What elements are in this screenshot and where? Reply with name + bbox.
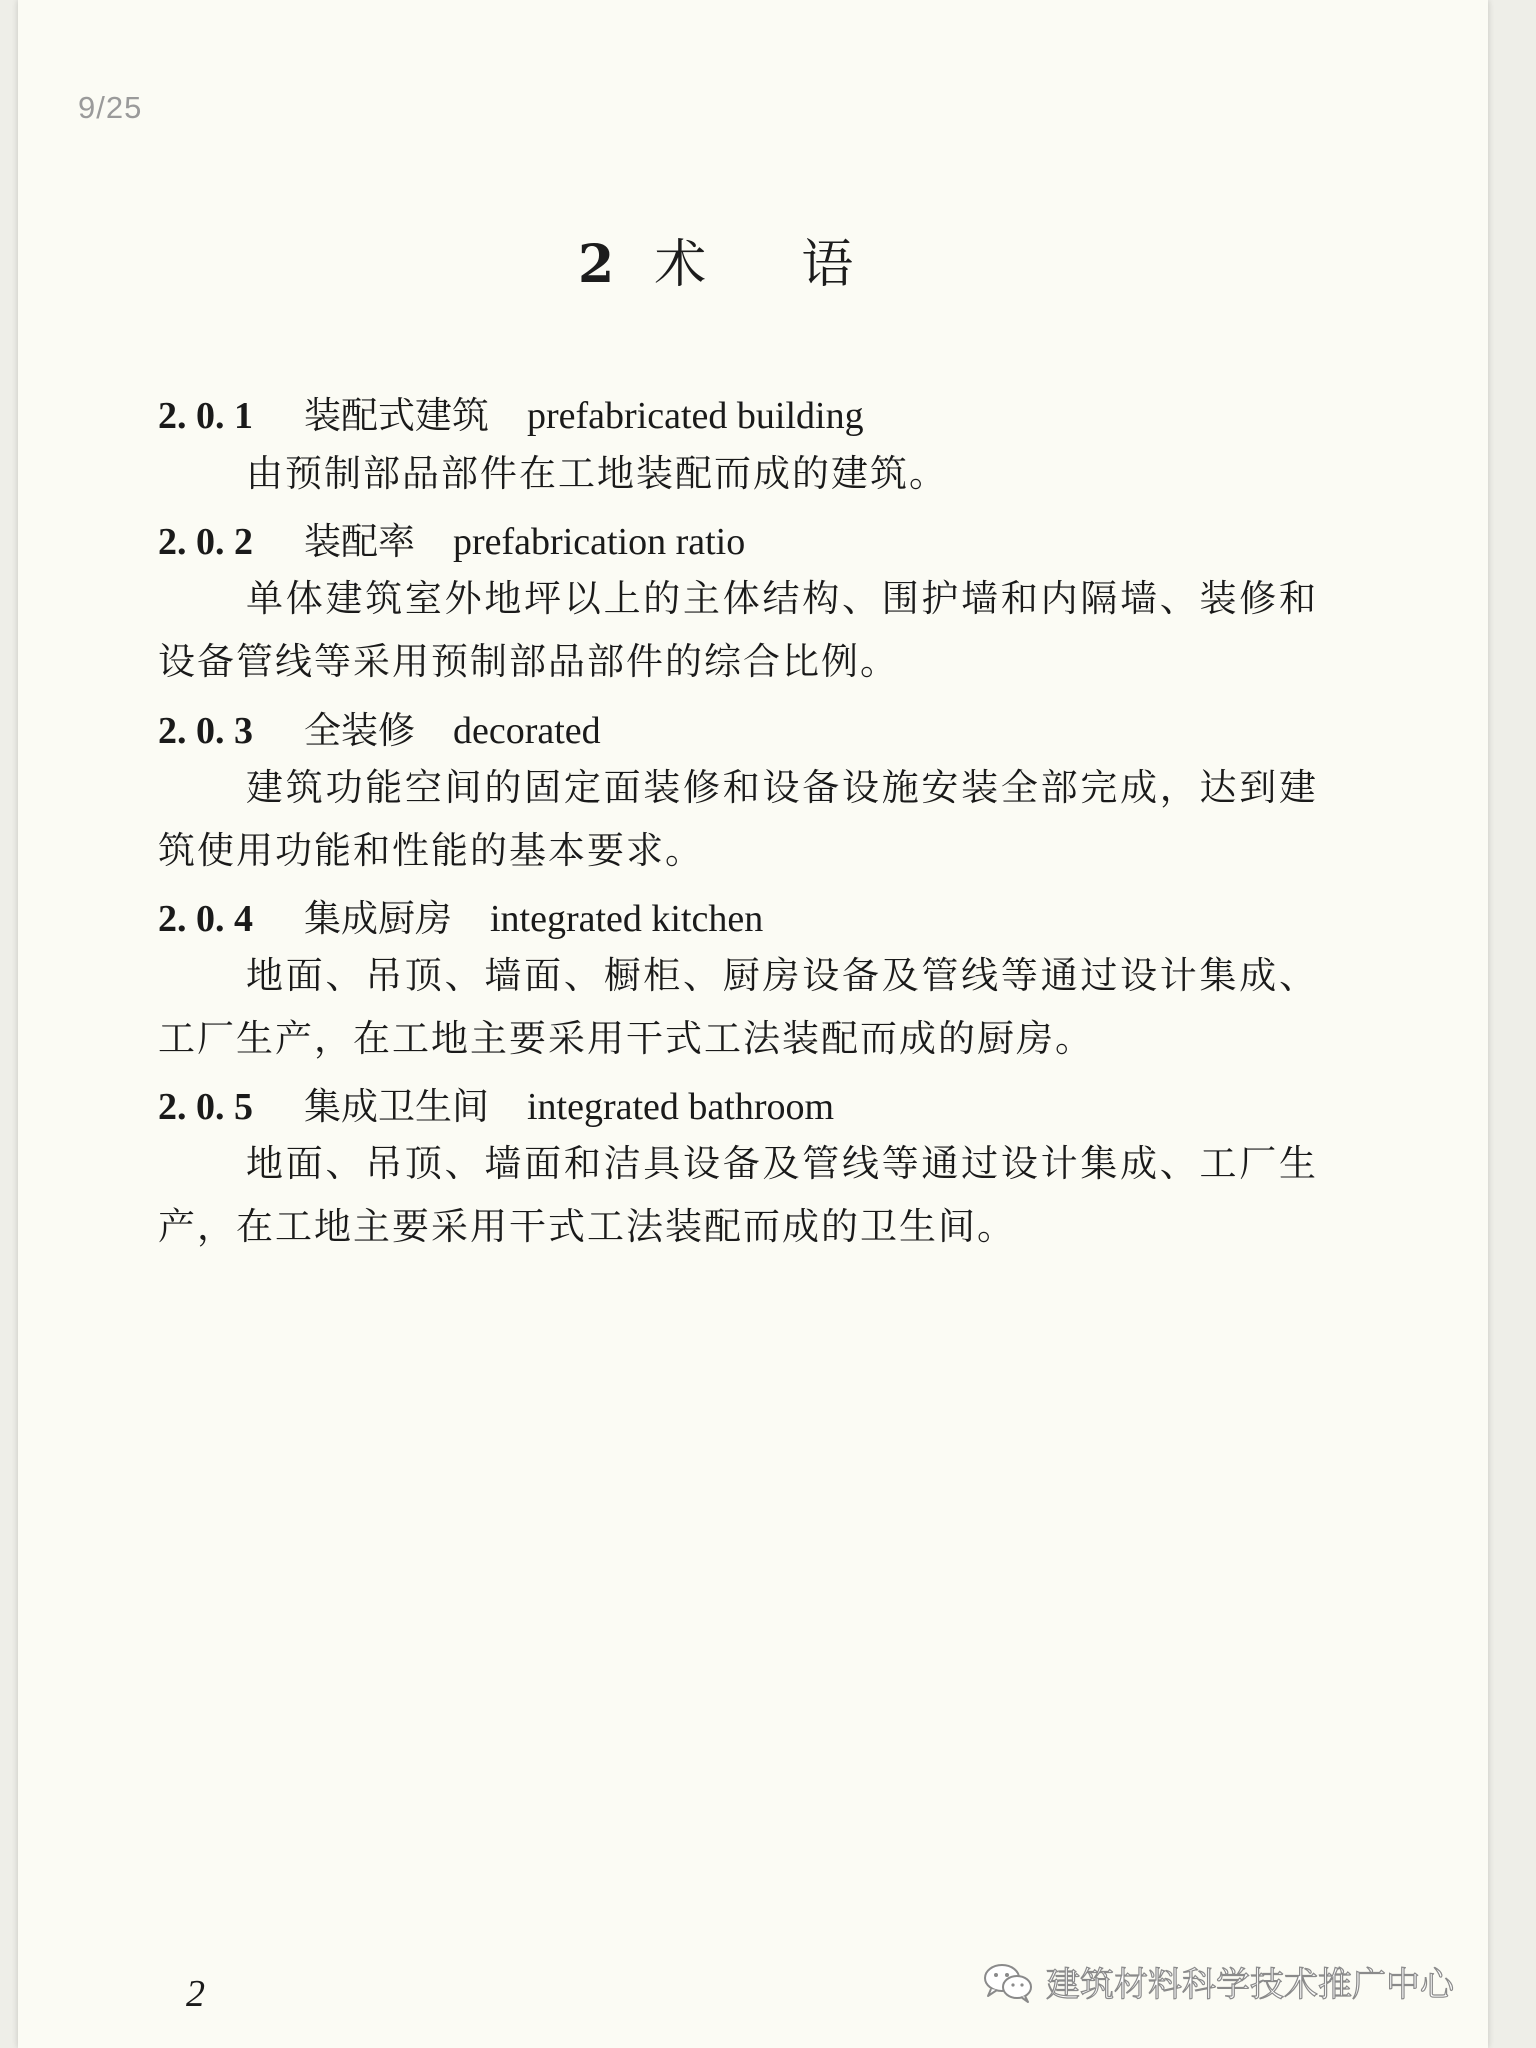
wechat-icon (980, 1959, 1038, 2005)
term-definition: 地面、吊顶、墙面和洁具设备及管线等通过设计集成、工厂生产，在工地主要采用干式工法装配而成的卫生间。 (158, 1142, 1318, 1248)
term-heading (158, 1076, 834, 1132)
chapter-title-char-1: 术 (654, 235, 707, 295)
term-english: integrated bathroom (527, 1086, 835, 1128)
term-number: 2. 0. 3 (158, 710, 253, 752)
term-heading (158, 700, 601, 756)
term-definition: 单体建筑室外地坪以上的主体结构、围护墙和内隔墙、装修和设备管线等采用预制部品部件的综合比例。 (158, 577, 1318, 683)
term-english: integrated kitchen (490, 898, 764, 940)
term-chinese: 装配式建筑 (304, 394, 489, 437)
term-number: 2. 0. 5 (158, 1086, 253, 1128)
term-english: prefabrication ratio (453, 521, 746, 563)
chapter-title (578, 222, 853, 297)
term-chinese: 集成卫生间 (304, 1085, 489, 1128)
chapter-title-char-2: 语 (801, 235, 854, 295)
term-heading (158, 385, 864, 441)
term-chinese: 集成厨房 (304, 897, 452, 940)
term-definition: 地面、吊顶、墙面、橱柜、厨房设备及管线等通过设计集成、工厂生产，在工地主要采用干式工法装配而成的厨房。 (158, 954, 1318, 1060)
term-heading (158, 888, 763, 944)
term-definition: 由预制部品部件在工地装配而成的建筑。 (246, 452, 948, 495)
page-number: 2 (186, 1973, 205, 2015)
term-heading (158, 511, 745, 567)
page-indicator: 9/25 (78, 90, 143, 125)
term-chinese: 全装修 (304, 709, 415, 752)
term-number: 2. 0. 1 (158, 395, 253, 437)
watermark-text: 建筑材料科学技术推广中心 (1046, 1965, 1454, 2005)
chapter-number: 2 (578, 234, 615, 295)
term-english: prefabricated building (527, 395, 864, 437)
term-number: 2. 0. 4 (158, 898, 253, 940)
term-english: decorated (453, 710, 601, 752)
term-number: 2. 0. 2 (158, 521, 253, 563)
term-chinese: 装配率 (304, 520, 415, 563)
term-definition: 建筑功能空间的固定面装修和设备设施安装全部完成，达到建筑使用功能和性能的基本要求。 (158, 766, 1318, 872)
watermark (980, 1957, 1454, 2006)
document-page (18, 0, 1488, 2048)
